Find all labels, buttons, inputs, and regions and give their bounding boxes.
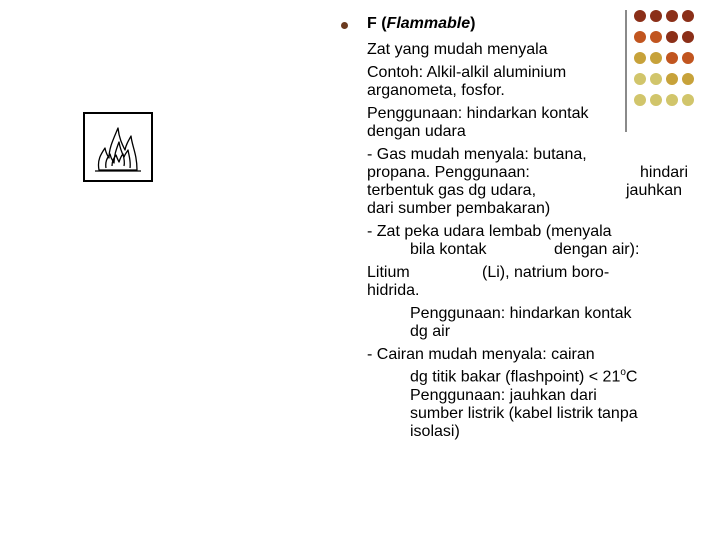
- heading-flammable: F (Flammable): [367, 15, 476, 32]
- decor-dot: [634, 94, 646, 106]
- decor-dot: [666, 52, 678, 64]
- decor-dot: [666, 94, 678, 106]
- flame-icon: [85, 114, 151, 180]
- decor-dot: [666, 73, 678, 85]
- flammable-hazard-sign: [83, 112, 153, 182]
- text-line: Penggunaan: hindarkan kontak: [410, 305, 632, 322]
- decorative-divider-line: [625, 10, 627, 132]
- decor-dot: [666, 10, 678, 22]
- text-line: arganometa, fosfor.: [367, 82, 505, 99]
- decor-dot: [682, 73, 694, 85]
- decor-dot: [650, 10, 662, 22]
- text-line: dengan air):: [554, 241, 640, 258]
- decor-dot: [650, 73, 662, 85]
- decor-dot: [634, 73, 646, 85]
- text-line: sumber listrik (kabel listrik tanpa: [410, 405, 638, 422]
- text-line: Penggunaan: hindarkan kontak: [367, 105, 589, 122]
- text-line: hindari: [640, 164, 689, 181]
- decor-dot: [682, 52, 694, 64]
- decor-dot: [634, 10, 646, 22]
- text-line: bila kontak: [410, 241, 487, 258]
- text-line: jauhkan: [626, 182, 683, 199]
- text-line: dengan udara: [367, 123, 466, 140]
- text-line: Contoh: Alkil-alkil aluminium: [367, 64, 567, 81]
- decor-dot: [682, 31, 694, 43]
- text-line: Litium: [367, 264, 410, 281]
- decor-dot: [634, 52, 646, 64]
- decor-dot: [650, 94, 662, 106]
- text-line: Zat yang mudah menyala: [367, 41, 548, 58]
- text-line: terbentuk gas dg udara,: [367, 182, 537, 199]
- text-line: hidrida.: [367, 282, 420, 299]
- text-line: - Gas mudah menyala: butana,: [367, 146, 587, 163]
- decor-dot: [634, 31, 646, 43]
- decor-dot: [650, 31, 662, 43]
- decor-dot: [650, 52, 662, 64]
- decor-dot: [666, 31, 678, 43]
- decor-dot: [682, 94, 694, 106]
- decor-dot: [682, 10, 694, 22]
- text-line: propana. Penggunaan:: [367, 164, 530, 181]
- text-line: dg titik bakar (flashpoint) < $21^oC$: [410, 367, 638, 386]
- list-bullet: [341, 22, 348, 29]
- text-line: Penggunaan: jauhkan dari: [410, 387, 597, 404]
- text-line: - Cairan mudah menyala: cairan: [367, 346, 595, 363]
- text-line: (Li), natrium boro-: [482, 264, 610, 281]
- text-line: dg air: [410, 323, 451, 340]
- text-line: isolasi): [410, 423, 460, 440]
- text-line: dari sumber pembakaran): [367, 200, 551, 217]
- text-line: - Zat peka udara lembab (menyala: [367, 223, 612, 240]
